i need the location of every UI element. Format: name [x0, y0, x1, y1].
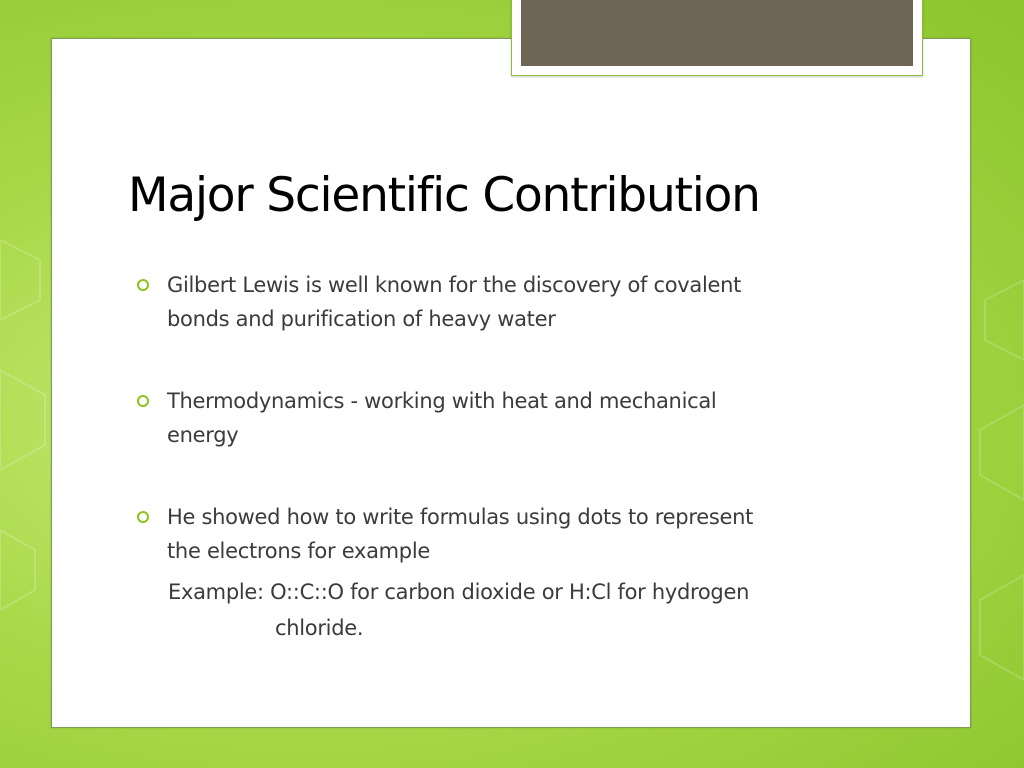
- bullet-text-line: Thermodynamics - working with heat and mechanical: [167, 389, 717, 413]
- bullet-text-line: Gilbert Lewis is well known for the discovery of covalent: [167, 273, 742, 297]
- bullet-text-line: energy: [167, 423, 239, 447]
- example-text-continuation: chloride.: [275, 616, 364, 640]
- bullet-text-line: the electrons for example: [167, 539, 430, 563]
- example-text: [168, 574, 858, 646]
- bullet-circle-icon: [137, 511, 149, 523]
- header-tab-block: [521, 0, 913, 66]
- example-text-line: Example: O::C::O for carbon dioxide or H:Cl for hydrogen: [168, 580, 750, 604]
- slide-title: Major Scientific Contribution: [128, 168, 760, 223]
- bullet-circle-icon: [137, 279, 149, 291]
- bullet-circle-icon: [137, 395, 149, 407]
- bullet-item-dot-formulas: [133, 500, 853, 568]
- bullet-text-line: bonds and purification of heavy water: [167, 307, 556, 331]
- bullet-text-line: He showed how to write formulas using dots to represent: [167, 505, 754, 529]
- header-tab-frame: [511, 0, 923, 76]
- bullet-list: [133, 268, 853, 568]
- bullet-item-covalent-bonds: [133, 268, 853, 336]
- bullet-item-thermodynamics: [133, 384, 853, 452]
